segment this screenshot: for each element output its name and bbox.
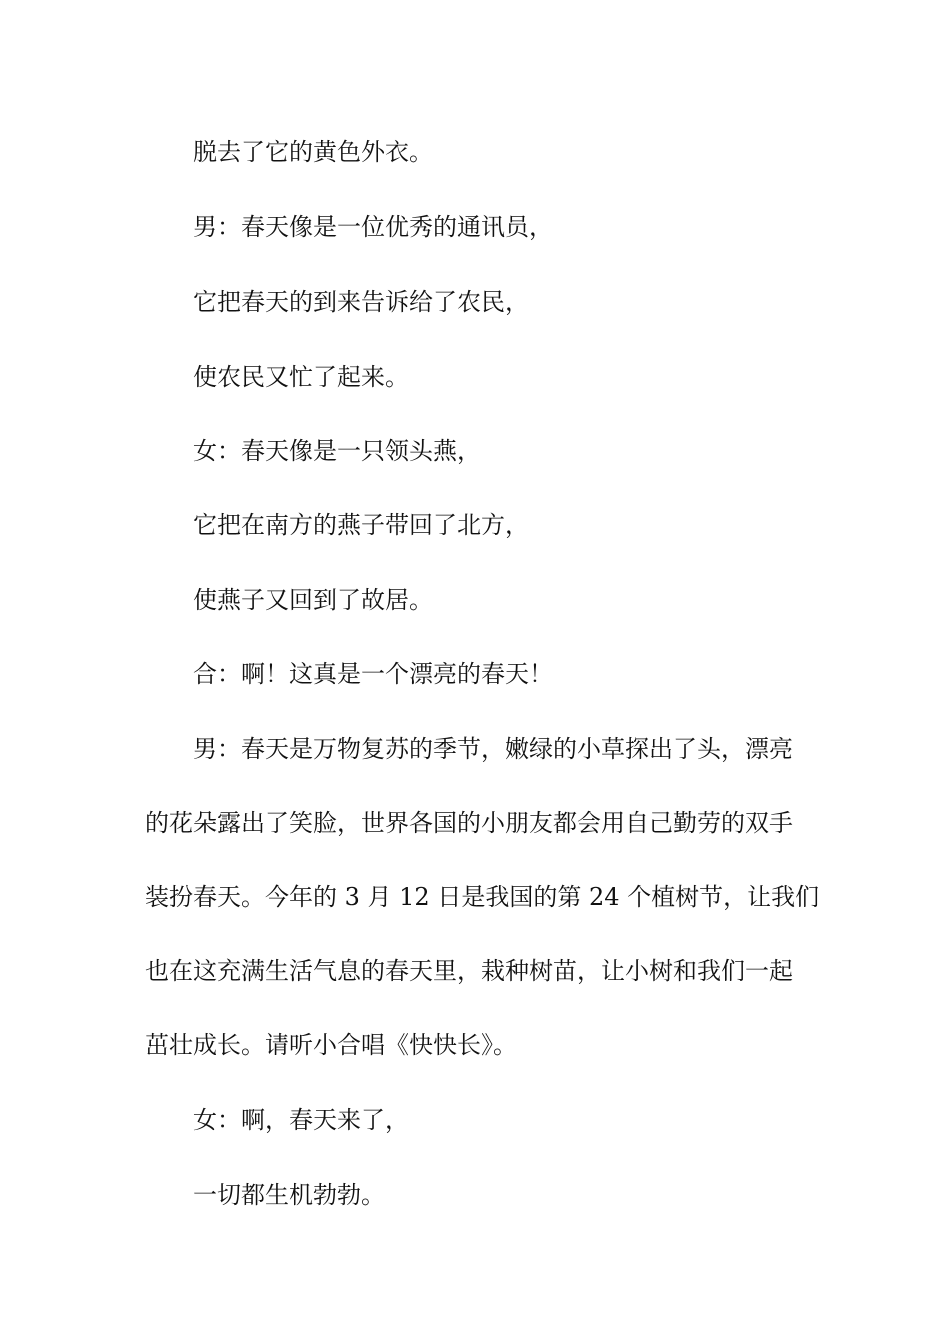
text-line: 男：春天像是一位优秀的通讯员，	[193, 213, 553, 241]
text-line: 脱去了它的黄色外衣。	[193, 138, 433, 166]
text-line: 一切都生机勃勃。	[193, 1181, 385, 1209]
text-line: 它把在南方的燕子带回了北方，	[193, 511, 529, 539]
paragraph-line: 也在这充满生活气息的春天里，栽种树苗，让小树和我们一起	[145, 957, 793, 985]
text-line: 女：春天像是一只领头燕，	[193, 437, 481, 465]
text-line: 女：啊，春天来了，	[193, 1106, 409, 1134]
text-line: 使农民又忙了起来。	[193, 363, 409, 391]
paragraph-line: 茁壮成长。请听小合唱《快快长》。	[145, 1031, 517, 1059]
text-line: 它把春天的到来告诉给了农民，	[193, 288, 529, 316]
text-line: 使燕子又回到了故居。	[193, 586, 433, 614]
paragraph-line: 男：春天是万物复苏的季节，嫩绿的小草探出了头，漂亮	[193, 735, 793, 763]
text-line: 合：啊！这真是一个漂亮的春天！	[193, 660, 553, 688]
paragraph-line: 的花朵露出了笑脸，世界各国的小朋友都会用自己勤劳的双手	[145, 809, 793, 837]
paragraph-line: 装扮春天。今年的 3 月 12 日是我国的第 24 个植树节，让我们	[145, 883, 820, 911]
